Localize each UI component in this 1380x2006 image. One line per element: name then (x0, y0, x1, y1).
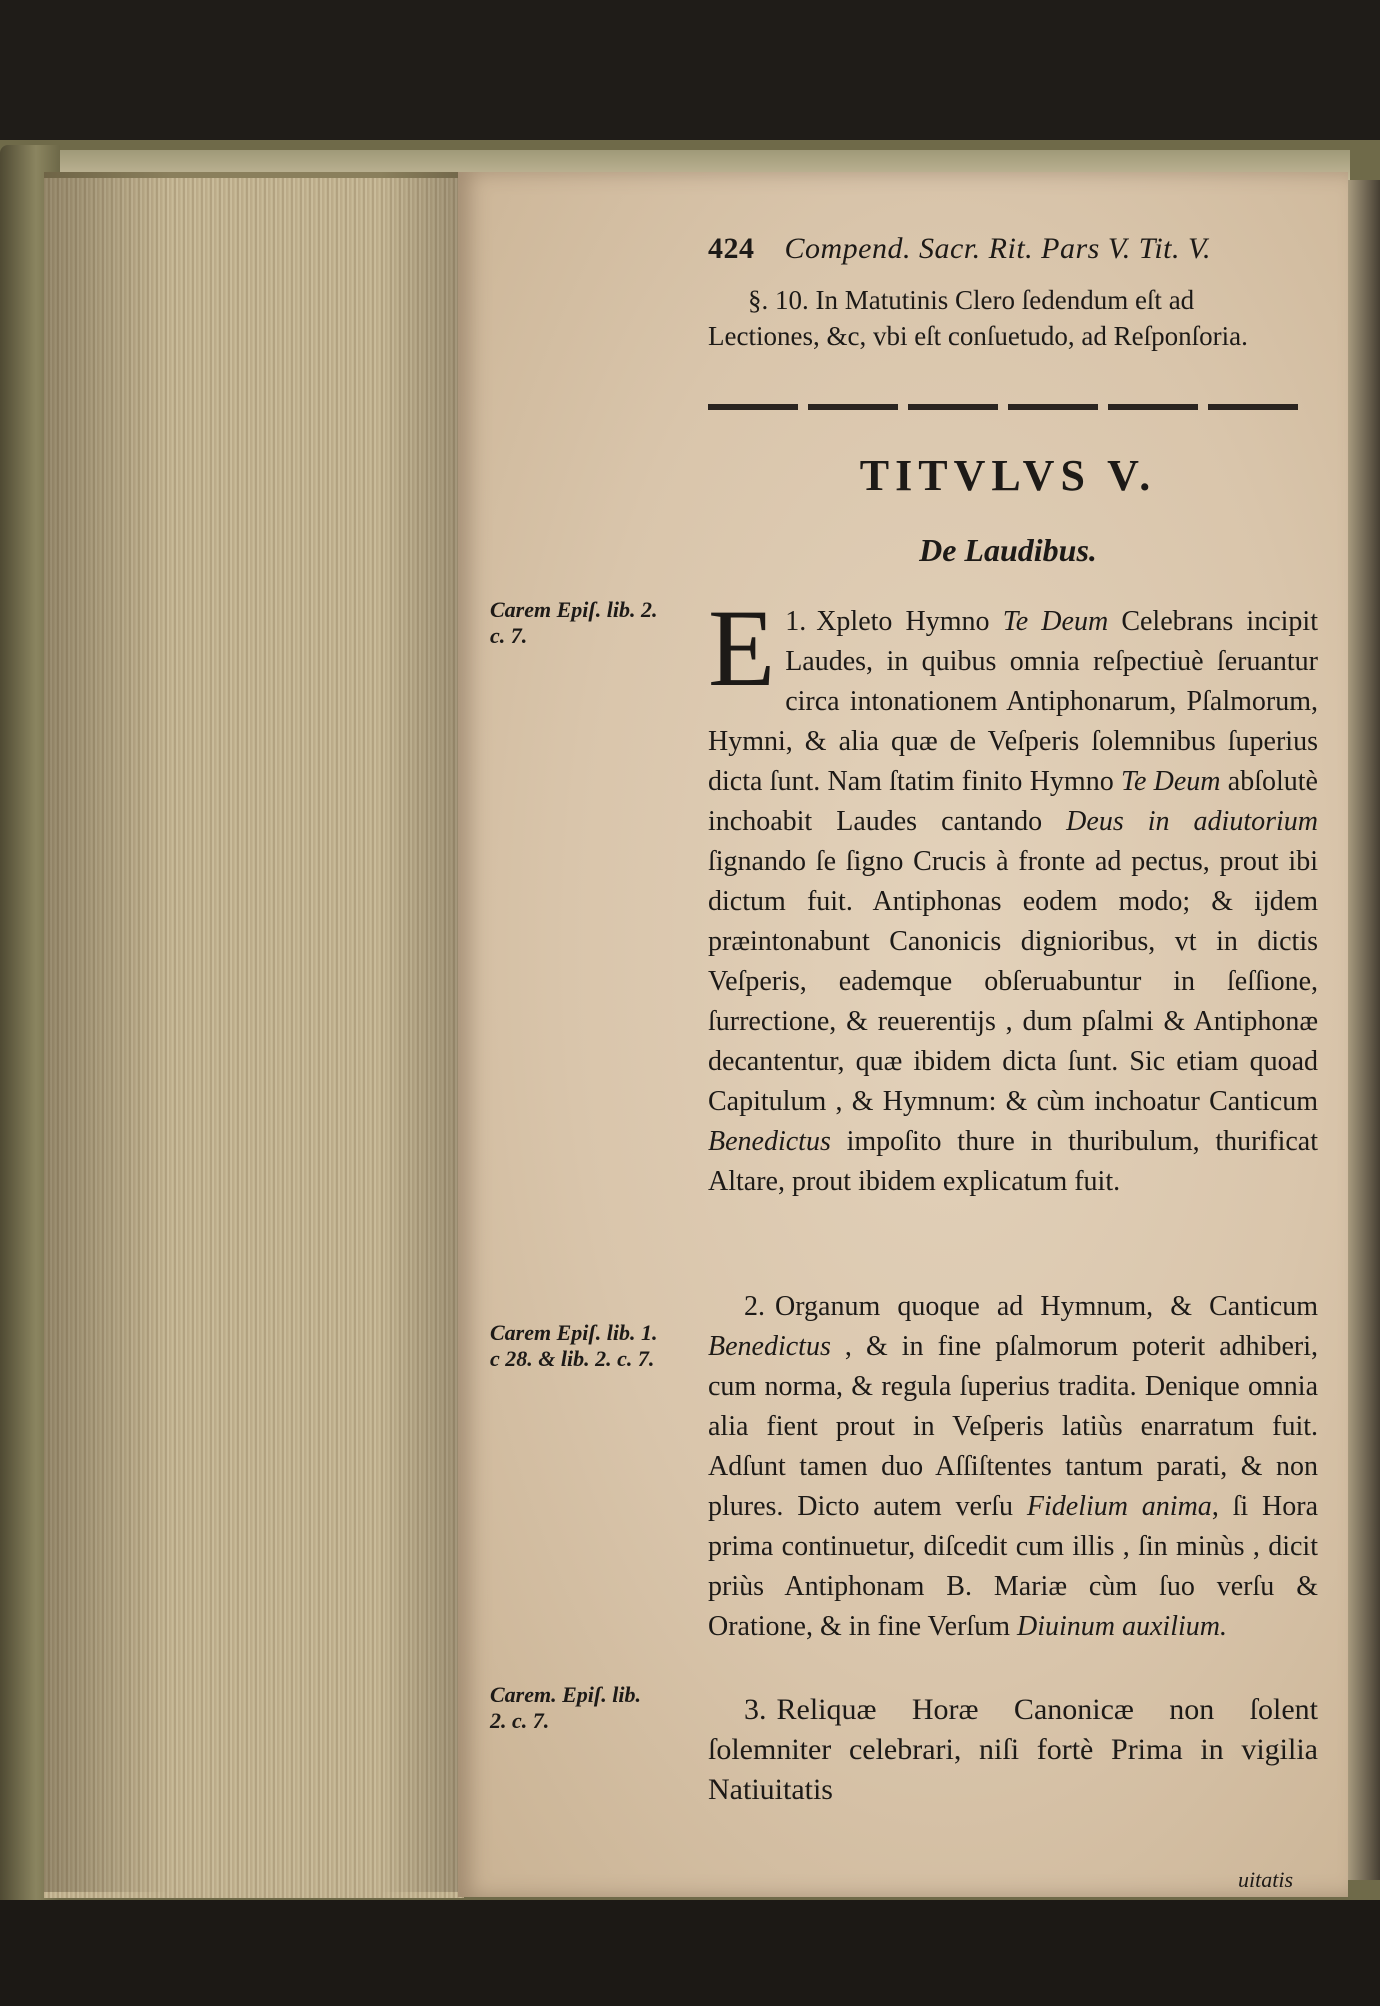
background-bottom (0, 1900, 1380, 2006)
page-number: 424 (708, 232, 755, 265)
drop-cap: E (708, 587, 776, 709)
italic-phrase: Benedictus (708, 1331, 831, 1362)
margin-note-1: Carem Epiſ. lib. 2. c. 7. (490, 597, 658, 648)
previous-paragraph: §. 10. In Matutinis Clero ſedendum eſt ad Lectiones, &c, vbi eſt conſuetudo, ad Reſponſoria. (708, 285, 1248, 351)
paragraph-text: , & in fine pſalmorum poterit adhiberi, cum norma, & regula ſuperius tradita. Denique omnia alia fient prout in Veſperis latiùs enarratum fuit. Adſunt tamen duo Aſſiſtentes tantum parati, & non plures. Dicto autem verſu (708, 1331, 1318, 1522)
paragraph-text: ſignando ſe ſigno Crucis à fronte ad pectus, prout ibi dictum fuit. Antiphonas eodem modo; & ijdem præintonabunt Canonicis dignioribus, vt in dictis Veſperis, eademque obſeruabuntur in ſeſſione, ſurrectione, & reuerentijs , dum pſalmi & Antiphonæ decantentur, quæ ibidem dicta ſunt. Sic etiam quoad Capitulum , & Hymnum: & cùm inchoatur Canticum (708, 846, 1318, 1117)
italic-phrase: Te Deum (1120, 766, 1221, 797)
paragraph-text: Xpleto Hymno (816, 606, 1003, 637)
paragraph-2 (708, 1287, 1318, 1647)
italic-phrase: Diuinum auxilium. (1016, 1611, 1227, 1642)
margin-note-2: Carem Epiſ. lib. 1. c 28. & lib. 2. c. 7. (490, 1320, 658, 1371)
italic-phrase: Fidelium anima (1026, 1491, 1212, 1522)
paragraph-number: 1. (785, 606, 807, 637)
italic-phrase: Deus in adiutorium (1066, 806, 1318, 837)
paragraph-text: , ſi Hora prima continuetur, diſcedit cum illis , ſin minùs , dicit priùs Antiphonam B. Mariæ cùm ſuo verſu & Oratione, & in fine Verſum (708, 1491, 1318, 1642)
section-rule (708, 404, 1308, 410)
paragraph-text: Organum quoque ad Hymnum, & Canticum (775, 1291, 1318, 1322)
margin-note-3: Carem. Epiſ. lib. 2. c. 7. (490, 1682, 641, 1733)
background-top (0, 0, 1380, 150)
paragraph-1 (708, 587, 1318, 1202)
paragraph-text: Reliquæ Horæ Canonicæ non ſolent ſolemniter celebrari, niſi fortè Prima in vigilia Natiuitatis (708, 1693, 1318, 1806)
paragraph-text: abſolutè inchoabit Laudes cantando (708, 766, 1318, 837)
running-header (708, 232, 1211, 266)
paragraph-text: impoſito thure in thuribulum, thurificat Altare, prout ibidem explicatum fuit. (708, 1126, 1318, 1197)
italic-phrase: Benedictus (708, 1126, 831, 1157)
section-subtitle: De Laudibus. (919, 532, 1097, 568)
catchword: uitatis (1238, 1867, 1294, 1892)
paragraph-number: 2. (744, 1291, 765, 1322)
running-title: Compend. Sacr. Rit. Pars V. Tit. V. (784, 232, 1211, 265)
next-page-edge (1348, 180, 1380, 1880)
paragraph-number: 3. (744, 1693, 767, 1726)
paragraph-text: Celebrans incipit Laudes, in quibus omnia reſpectiuè ſeruantur circa intonationem Antiphonarum, Pſalmorum, Hymni, & alia quæ de Veſperis ſolemnibus ſuperius dicta ſunt. Nam ſtatim finito Hymno (708, 606, 1318, 797)
book-page (458, 172, 1348, 1897)
paragraph-3 (708, 1690, 1318, 1810)
section-title: TITVLVS V. (859, 451, 1157, 500)
page-stack-shade (44, 172, 464, 1892)
italic-phrase: Te Deum (1002, 606, 1109, 637)
